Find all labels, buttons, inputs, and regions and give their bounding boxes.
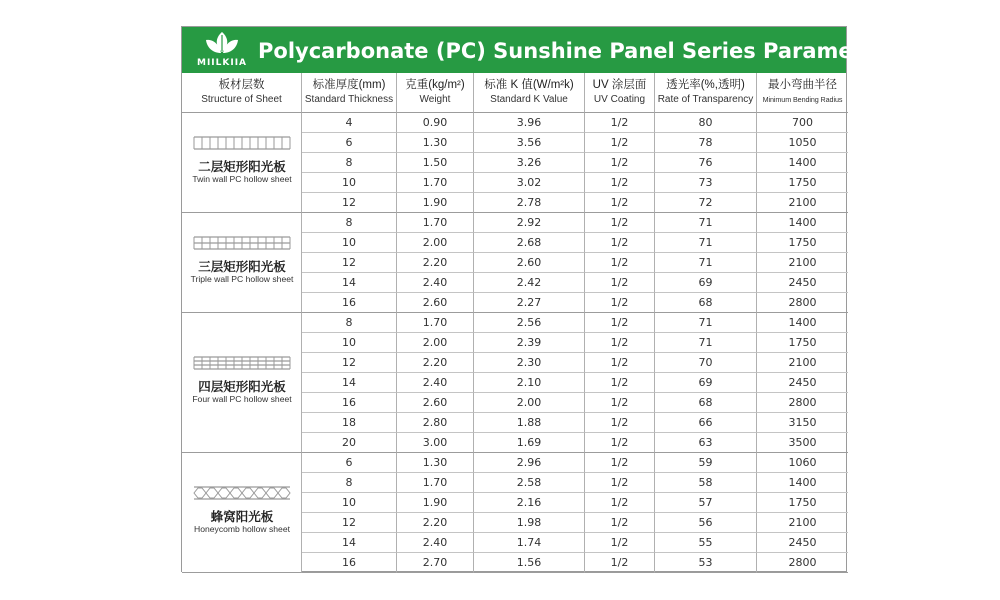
header-bending-radius: [757, 73, 848, 113]
honeycomb-sheet-icon: [192, 485, 292, 501]
cell-bending-radius: 1400: [757, 313, 848, 333]
parameter-table: [182, 73, 848, 573]
cell-uv-coating: 1/2: [585, 553, 655, 573]
cell-k-value: 2.10: [474, 373, 585, 393]
cell-weight: 2.40: [397, 373, 474, 393]
cell-thickness: 6: [302, 453, 397, 473]
cell-bending-radius: 2450: [757, 533, 848, 553]
table-row: [302, 373, 848, 393]
table-row: [302, 153, 848, 173]
table-row: [302, 233, 848, 253]
cell-weight: 2.60: [397, 393, 474, 413]
cell-weight: 1.90: [397, 193, 474, 213]
cell-transparency: 57: [655, 493, 757, 513]
cell-uv-coating: 1/2: [585, 473, 655, 493]
page-title: Polycarbonate (PC) Sunshine Panel Series Parameters: [258, 39, 900, 63]
cell-bending-radius: 2100: [757, 353, 848, 373]
cell-bending-radius: 2800: [757, 553, 848, 573]
cell-k-value: 3.02: [474, 173, 585, 193]
header-weight: [397, 73, 474, 113]
cell-thickness: 12: [302, 353, 397, 373]
sheet-type-name-en: Twin wall PC hollow sheet: [192, 174, 292, 184]
cell-k-value: 1.74: [474, 533, 585, 553]
sheet-type-name-en: Four wall PC hollow sheet: [192, 394, 292, 404]
header-transparency: [655, 73, 757, 113]
brand-leaf-icon: [204, 31, 240, 57]
table-row: [302, 213, 848, 233]
cell-weight: 0.90: [397, 113, 474, 133]
twin-wall-sheet-icon: [192, 135, 292, 151]
sheet-type-name-en: Triple wall PC hollow sheet: [190, 274, 294, 284]
table-row: [302, 533, 848, 553]
cell-k-value: 1.56: [474, 553, 585, 573]
cell-thickness: 14: [302, 273, 397, 293]
header-label-en: UV Coating: [593, 94, 646, 105]
cell-k-value: 1.69: [474, 433, 585, 453]
cell-bending-radius: 1750: [757, 333, 848, 353]
header-label-en: Standard Thickness: [304, 94, 394, 105]
cell-k-value: 2.42: [474, 273, 585, 293]
table-row: [302, 513, 848, 533]
cell-uv-coating: 1/2: [585, 513, 655, 533]
cell-transparency: 59: [655, 453, 757, 473]
header-label-en: Structure of Sheet: [201, 94, 282, 105]
cell-k-value: 1.88: [474, 413, 585, 433]
cell-uv-coating: 1/2: [585, 273, 655, 293]
cell-uv-coating: 1/2: [585, 213, 655, 233]
cell-weight: 2.40: [397, 273, 474, 293]
cell-transparency: 69: [655, 373, 757, 393]
cell-bending-radius: 2100: [757, 253, 848, 273]
cell-uv-coating: 1/2: [585, 333, 655, 353]
sheet-type-name-cn: 蜂窝阳光板: [210, 510, 274, 524]
cell-uv-coating: 1/2: [585, 253, 655, 273]
table-row: [302, 193, 848, 213]
cell-transparency: 71: [655, 213, 757, 233]
table-row: [302, 173, 848, 193]
cell-uv-coating: 1/2: [585, 353, 655, 373]
table-row: [302, 353, 848, 373]
cell-weight: 2.20: [397, 253, 474, 273]
cell-bending-radius: 1400: [757, 153, 848, 173]
cell-transparency: 71: [655, 313, 757, 333]
cell-thickness: 10: [302, 173, 397, 193]
title-banner: [182, 27, 900, 73]
cell-uv-coating: 1/2: [585, 433, 655, 453]
cell-weight: 2.60: [397, 293, 474, 313]
cell-k-value: 2.68: [474, 233, 585, 253]
cell-transparency: 53: [655, 553, 757, 573]
four-wall-sheet-icon: [192, 355, 292, 371]
triple-wall-sheet-icon: [192, 235, 292, 251]
cell-bending-radius: 2100: [757, 513, 848, 533]
cell-weight: 1.70: [397, 213, 474, 233]
cell-weight: 2.80: [397, 413, 474, 433]
cell-thickness: 18: [302, 413, 397, 433]
cell-bending-radius: 2450: [757, 373, 848, 393]
cell-thickness: 12: [302, 193, 397, 213]
cell-k-value: 3.96: [474, 113, 585, 133]
table-row: [302, 433, 848, 453]
cell-bending-radius: 700: [757, 113, 848, 133]
cell-k-value: 1.98: [474, 513, 585, 533]
cell-transparency: 72: [655, 193, 757, 213]
cell-transparency: 69: [655, 273, 757, 293]
cell-transparency: 80: [655, 113, 757, 133]
cell-weight: 1.50: [397, 153, 474, 173]
table-row: [302, 133, 848, 153]
cell-k-value: 2.00: [474, 393, 585, 413]
header-label-en: Standard K Value: [490, 94, 568, 105]
cell-bending-radius: 1400: [757, 213, 848, 233]
table-row: [302, 253, 848, 273]
cell-thickness: 16: [302, 393, 397, 413]
cell-uv-coating: 1/2: [585, 413, 655, 433]
table-row: [302, 473, 848, 493]
cell-bending-radius: 2800: [757, 293, 848, 313]
sheet-type-name-cn: 四层矩形阳光板: [198, 380, 286, 394]
cell-uv-coating: 1/2: [585, 373, 655, 393]
cell-thickness: 12: [302, 253, 397, 273]
cell-bending-radius: 1060: [757, 453, 848, 473]
cell-bending-radius: 1050: [757, 133, 848, 153]
cell-weight: 1.90: [397, 493, 474, 513]
cell-weight: 2.20: [397, 513, 474, 533]
sheet-type-name-cn: 二层矩形阳光板: [198, 160, 286, 174]
cell-transparency: 56: [655, 513, 757, 533]
header-label-en: Rate of Transparency: [657, 94, 754, 105]
cell-transparency: 78: [655, 133, 757, 153]
table-row: [302, 553, 848, 573]
cell-uv-coating: 1/2: [585, 293, 655, 313]
cell-bending-radius: 1400: [757, 473, 848, 493]
cell-bending-radius: 3500: [757, 433, 848, 453]
cell-thickness: 12: [302, 513, 397, 533]
cell-thickness: 14: [302, 373, 397, 393]
cell-k-value: 2.92: [474, 213, 585, 233]
cell-k-value: 2.39: [474, 333, 585, 353]
cell-transparency: 71: [655, 253, 757, 273]
header-label-cn: 透光率(%,透明): [666, 79, 745, 91]
cell-thickness: 10: [302, 493, 397, 513]
cell-weight: 1.30: [397, 133, 474, 153]
cell-weight: 1.30: [397, 453, 474, 473]
cell-thickness: 10: [302, 333, 397, 353]
sheet-type-cell: [182, 113, 302, 213]
table-row: [302, 313, 848, 333]
cell-k-value: 2.56: [474, 313, 585, 333]
cell-thickness: 4: [302, 113, 397, 133]
table-row: [302, 393, 848, 413]
header-k-value: [474, 73, 585, 113]
cell-weight: 2.00: [397, 333, 474, 353]
cell-uv-coating: 1/2: [585, 453, 655, 473]
cell-bending-radius: 1750: [757, 173, 848, 193]
sheet-type-name-en: Honeycomb hollow sheet: [193, 524, 291, 534]
header-label-cn: UV 涂层面: [592, 79, 647, 91]
table-row: [302, 493, 848, 513]
header-label-cn: 标准 K 值(W/m²k): [484, 79, 574, 91]
cell-transparency: 68: [655, 393, 757, 413]
cell-k-value: 2.27: [474, 293, 585, 313]
brand-logo-text: MIILKIIA: [196, 58, 248, 68]
cell-k-value: 2.96: [474, 453, 585, 473]
cell-weight: 3.00: [397, 433, 474, 453]
table-row: [302, 333, 848, 353]
cell-thickness: 8: [302, 213, 397, 233]
table-row: [302, 113, 848, 133]
cell-thickness: 8: [302, 153, 397, 173]
cell-thickness: 16: [302, 553, 397, 573]
header-label-cn: 标准厚度(mm): [312, 79, 386, 91]
header-label-cn: 克重(kg/m²): [405, 79, 465, 91]
cell-thickness: 6: [302, 133, 397, 153]
cell-transparency: 71: [655, 233, 757, 253]
cell-weight: 1.70: [397, 313, 474, 333]
cell-weight: 2.20: [397, 353, 474, 373]
cell-weight: 2.40: [397, 533, 474, 553]
cell-thickness: 8: [302, 313, 397, 333]
cell-bending-radius: 3150: [757, 413, 848, 433]
header-label-cn: 最小弯曲半径: [768, 79, 837, 91]
cell-uv-coating: 1/2: [585, 193, 655, 213]
cell-thickness: 20: [302, 433, 397, 453]
table-row: [302, 273, 848, 293]
header-label-en: Weight: [419, 94, 451, 105]
header-label-en: Minimum Bending Radius: [762, 95, 843, 104]
cell-k-value: 3.26: [474, 153, 585, 173]
cell-weight: 1.70: [397, 473, 474, 493]
cell-bending-radius: 2100: [757, 193, 848, 213]
cell-transparency: 55: [655, 533, 757, 553]
cell-uv-coating: 1/2: [585, 153, 655, 173]
cell-weight: 2.70: [397, 553, 474, 573]
cell-uv-coating: 1/2: [585, 313, 655, 333]
cell-uv-coating: 1/2: [585, 113, 655, 133]
cell-transparency: 58: [655, 473, 757, 493]
cell-transparency: 66: [655, 413, 757, 433]
header-thickness: [302, 73, 397, 113]
cell-transparency: 68: [655, 293, 757, 313]
cell-k-value: 2.16: [474, 493, 585, 513]
cell-uv-coating: 1/2: [585, 173, 655, 193]
cell-weight: 1.70: [397, 173, 474, 193]
cell-k-value: 2.78: [474, 193, 585, 213]
cell-bending-radius: 2450: [757, 273, 848, 293]
cell-k-value: 2.60: [474, 253, 585, 273]
cell-uv-coating: 1/2: [585, 133, 655, 153]
header-label-cn: 板材层数: [218, 79, 265, 91]
header-uv-coating: [585, 73, 655, 113]
cell-transparency: 76: [655, 153, 757, 173]
parameter-table-panel: [181, 26, 900, 572]
table-row: [302, 413, 848, 433]
cell-uv-coating: 1/2: [585, 533, 655, 553]
cell-bending-radius: 1750: [757, 493, 848, 513]
sheet-type-cell: [182, 313, 302, 453]
table-row: [302, 453, 848, 473]
cell-weight: 2.00: [397, 233, 474, 253]
cell-bending-radius: 2800: [757, 393, 848, 413]
cell-transparency: 70: [655, 353, 757, 373]
cell-thickness: 8: [302, 473, 397, 493]
sheet-type-cell: [182, 453, 302, 573]
cell-k-value: 2.58: [474, 473, 585, 493]
cell-thickness: 10: [302, 233, 397, 253]
sheet-type-name-cn: 三层矩形阳光板: [198, 260, 286, 274]
header-structure: [182, 73, 302, 113]
cell-k-value: 3.56: [474, 133, 585, 153]
cell-uv-coating: 1/2: [585, 393, 655, 413]
cell-uv-coating: 1/2: [585, 493, 655, 513]
table-row: [302, 293, 848, 313]
cell-thickness: 16: [302, 293, 397, 313]
brand-logo: [190, 29, 254, 71]
cell-transparency: 63: [655, 433, 757, 453]
cell-transparency: 73: [655, 173, 757, 193]
cell-uv-coating: 1/2: [585, 233, 655, 253]
cell-thickness: 14: [302, 533, 397, 553]
cell-k-value: 2.30: [474, 353, 585, 373]
cell-bending-radius: 1750: [757, 233, 848, 253]
sheet-type-cell: [182, 213, 302, 313]
cell-transparency: 71: [655, 333, 757, 353]
